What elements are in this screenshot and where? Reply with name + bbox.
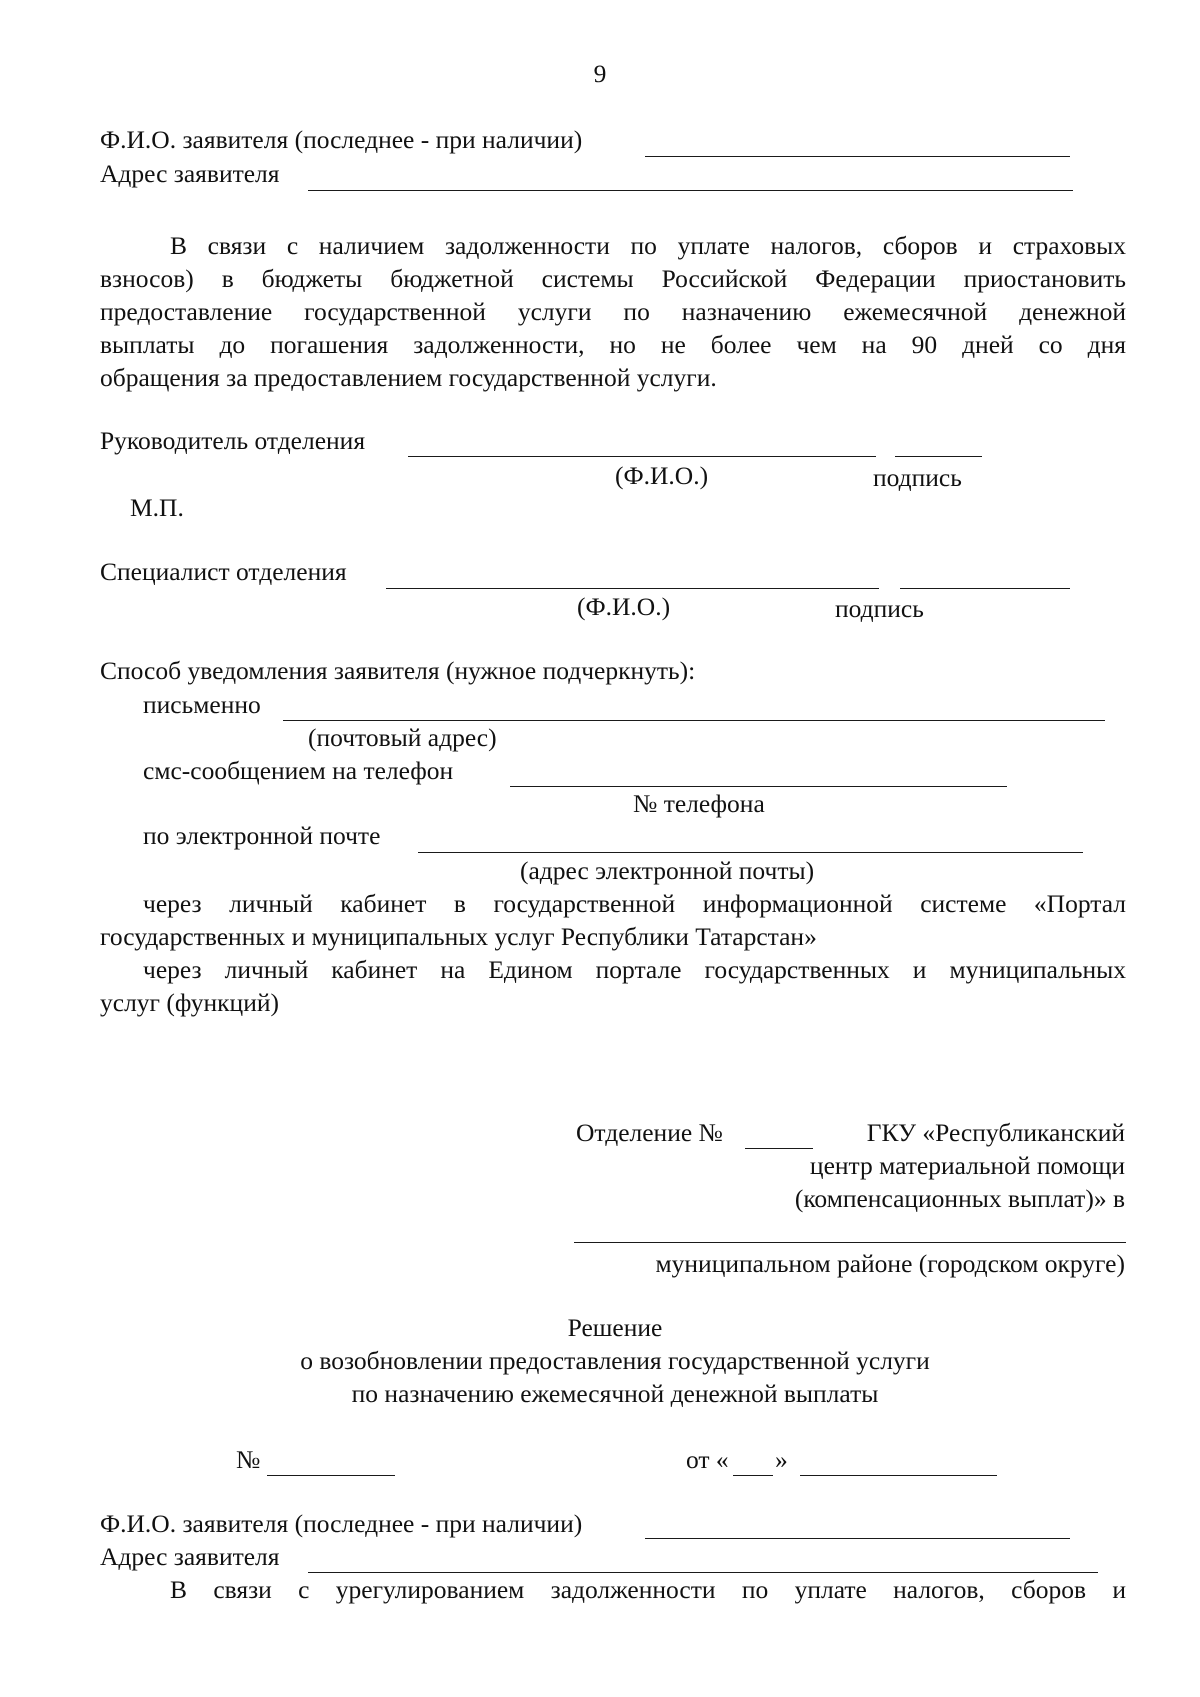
- head-sign-line: [895, 456, 982, 457]
- decision-title: Решение: [567, 1313, 663, 1342]
- addressee-line3: (компенсационных выплат)» в: [794, 1184, 1125, 1213]
- decision-day-line: [733, 1475, 773, 1476]
- email-line: [418, 852, 1083, 853]
- department-number-line: [745, 1148, 813, 1149]
- addressee-line1-suffix: ГКУ «Республиканский: [866, 1118, 1125, 1147]
- head-label: Руководитель отделения: [100, 426, 366, 455]
- paragraph-line: взносов) в бюджеты бюджетной системы Российской Федерации приостановить: [100, 264, 1126, 293]
- head-fio-caption: (Ф.И.О.): [615, 461, 709, 490]
- decision-last-line: В связи с урегулированием задолженности по уплате налогов, сборов и: [170, 1575, 1126, 1604]
- specialist-fio-caption: (Ф.И.О.): [577, 592, 671, 621]
- portal-rt-line1: через личный кабинет в государственной информационной системе «Портал: [143, 889, 1126, 918]
- written-address-line: [283, 720, 1105, 721]
- sms-label: смс-сообщением на телефон: [143, 756, 454, 785]
- epgu-line1: через личный кабинет на Едином портале государственных и муниципальных: [143, 955, 1126, 984]
- addressee-line2: центр материальной помощи: [809, 1151, 1125, 1180]
- addressee-line1-prefix: Отделение №: [576, 1118, 723, 1147]
- decision-number-label: №: [236, 1445, 261, 1474]
- decision-fio-label: Ф.И.О. заявителя (последнее - при наличии): [100, 1509, 583, 1538]
- specialist-label: Специалист отделения: [100, 557, 347, 586]
- decision-date-close: »: [775, 1445, 788, 1474]
- sms-caption: № телефона: [633, 789, 765, 818]
- page-number: 9: [593, 59, 607, 88]
- stamp-label: М.П.: [130, 493, 184, 522]
- email-label: по электронной почте: [143, 821, 381, 850]
- applicant-fio-label: Ф.И.О. заявителя (последнее - при наличии): [100, 125, 583, 154]
- head-sign-caption: подпись: [873, 463, 962, 492]
- decision-address-line: [308, 1572, 1098, 1573]
- specialist-fio-line: [386, 588, 879, 589]
- decision-subtitle2: по назначению ежемесячной денежной выплаты: [351, 1379, 879, 1408]
- paragraph-line: предоставление государственной услуги по назначению ежемесячной денежной: [100, 297, 1126, 326]
- paragraph-line: выплаты до погашения задолженности, но не более чем на 90 дней со дня: [100, 330, 1126, 359]
- notification-heading: Способ уведомления заявителя (нужное подчеркнуть):: [100, 656, 696, 685]
- paragraph-line: В связи с наличием задолженности по уплате налогов, сборов и страховых: [170, 231, 1126, 260]
- written-caption: (почтовый адрес): [308, 723, 497, 752]
- epgu-line2: услуг (функций): [100, 988, 279, 1017]
- applicant-fio-line: [645, 156, 1070, 157]
- head-fio-line: [408, 456, 876, 457]
- applicant-address-label: Адрес заявителя: [100, 159, 280, 188]
- decision-number-line: [267, 1475, 395, 1476]
- municipality-line: [574, 1242, 1126, 1243]
- decision-subtitle1: о возобновлении предоставления государственной услуги: [300, 1346, 930, 1375]
- addressee-line4: муниципальном районе (городском округе): [655, 1249, 1125, 1278]
- written-label: письменно: [143, 690, 261, 719]
- decision-fio-line: [645, 1538, 1070, 1539]
- decision-month-year-line: [800, 1475, 997, 1476]
- decision-date-from: от «: [686, 1445, 729, 1474]
- decision-address-label: Адрес заявителя: [100, 1542, 280, 1571]
- paragraph-line: обращения за предоставлением государственной услуги.: [100, 363, 717, 392]
- applicant-address-line: [308, 190, 1073, 191]
- specialist-sign-caption: подпись: [835, 594, 924, 623]
- sms-phone-line: [510, 786, 1007, 787]
- email-caption: (адрес электронной почты): [520, 856, 815, 885]
- portal-rt-line2: государственных и муниципальных услуг Республики Татарстан»: [100, 922, 817, 951]
- specialist-sign-line: [900, 588, 1070, 589]
